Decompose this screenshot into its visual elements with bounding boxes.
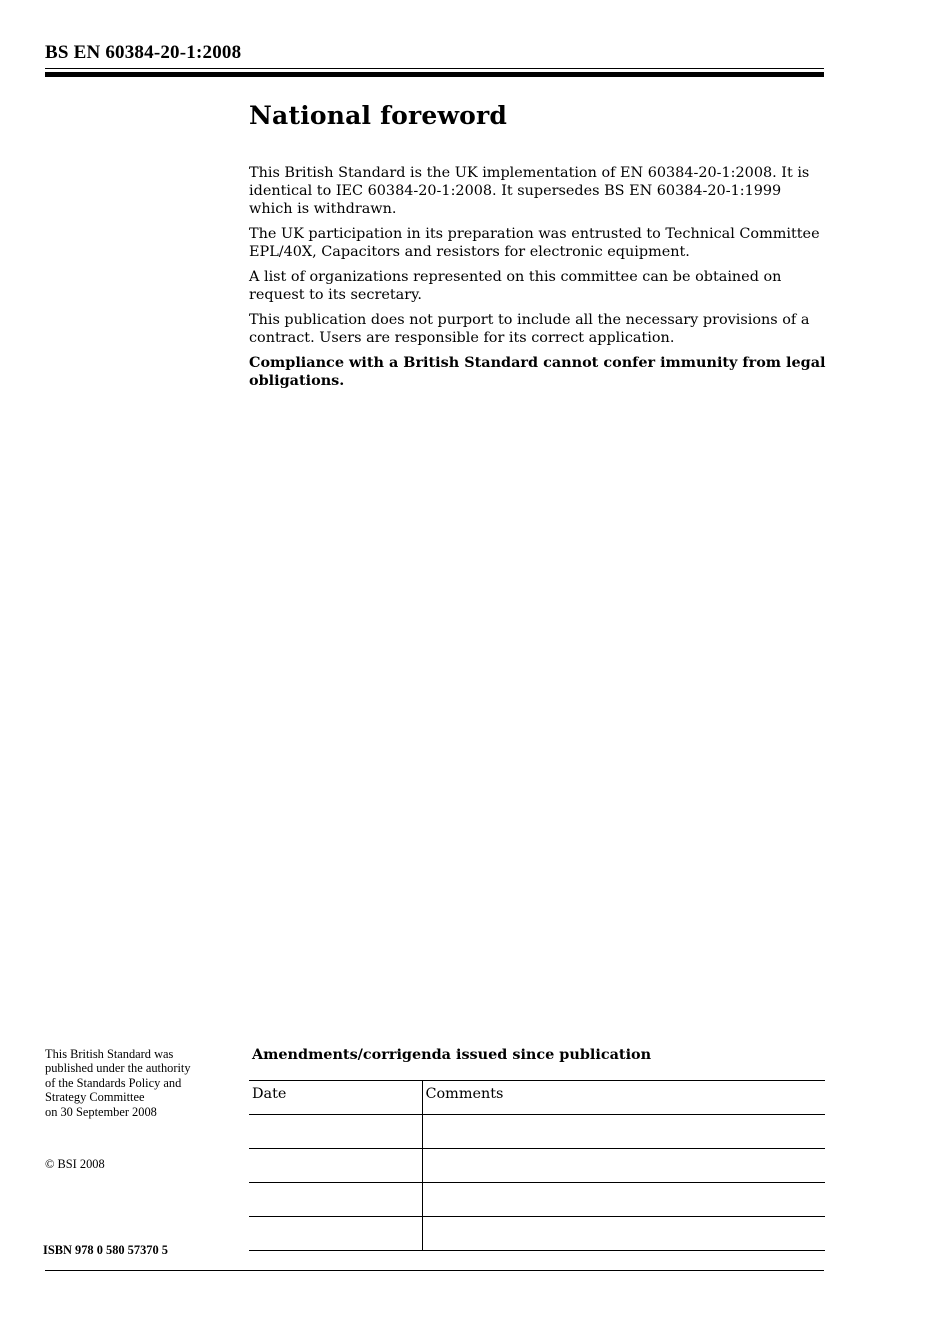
imprint-line: on 30 September 2008 bbox=[45, 1104, 157, 1119]
foreword-paragraph: A list of organizations represented on this committee can be obtained on request to its secretary. bbox=[249, 269, 782, 303]
table-cell-comments bbox=[422, 1149, 825, 1183]
copyright-notice: © BSI 2008 bbox=[45, 1157, 105, 1171]
table-cell-comments bbox=[422, 1217, 825, 1251]
column-header-date: Date bbox=[249, 1081, 422, 1115]
foreword-paragraph: The UK participation in its preparation was entrusted to Technical Committee EPL/40X, Capacitors and resistors for electronic equipment. bbox=[249, 226, 820, 260]
imprint-line: published under the authority bbox=[45, 1061, 191, 1076]
imprint-line: of the Standards Policy and bbox=[45, 1075, 182, 1090]
page-title: National foreword bbox=[249, 101, 508, 130]
table-row bbox=[249, 1217, 825, 1251]
table-header-row bbox=[249, 1081, 825, 1115]
amendments-table bbox=[249, 1080, 825, 1251]
foreword-paragraph: This British Standard is the UK implementation of EN 60384-20-1:2008. It is identical to IEC 60384-20-1:2008. It supersedes BS EN 60384-20-1:1999 which is withdrawn. bbox=[249, 165, 810, 217]
table-cell-comments bbox=[422, 1115, 825, 1149]
foreword-body bbox=[249, 164, 829, 397]
publication-imprint bbox=[45, 1047, 240, 1119]
table-cell-date bbox=[249, 1149, 422, 1183]
table-row bbox=[249, 1115, 825, 1149]
isbn: ISBN 978 0 580 57370 5 bbox=[43, 1243, 168, 1257]
table-cell-comments bbox=[422, 1183, 825, 1217]
table-cell-date bbox=[249, 1217, 422, 1251]
column-header-comments: Comments bbox=[422, 1081, 825, 1115]
imprint-line: This British Standard was bbox=[45, 1047, 174, 1061]
table-cell-date bbox=[249, 1183, 422, 1217]
header-rule-thin bbox=[45, 68, 824, 69]
legal-disclaimer: Compliance with a British Standard cannot confer immunity from legal obligations. bbox=[249, 354, 826, 389]
table-cell-date bbox=[249, 1115, 422, 1149]
document-id: BS EN 60384-20-1:2008 bbox=[45, 42, 242, 63]
imprint-line: Strategy Committee bbox=[45, 1090, 145, 1105]
table-row bbox=[249, 1149, 825, 1183]
header-rule-thick bbox=[45, 72, 824, 77]
table-row bbox=[249, 1183, 825, 1217]
footer-rule bbox=[45, 1270, 824, 1271]
foreword-paragraph: This publication does not purport to include all the necessary provisions of a contract. Users are responsible for its correct application. bbox=[249, 312, 810, 346]
amendments-heading: Amendments/corrigenda issued since publication bbox=[252, 1046, 652, 1063]
